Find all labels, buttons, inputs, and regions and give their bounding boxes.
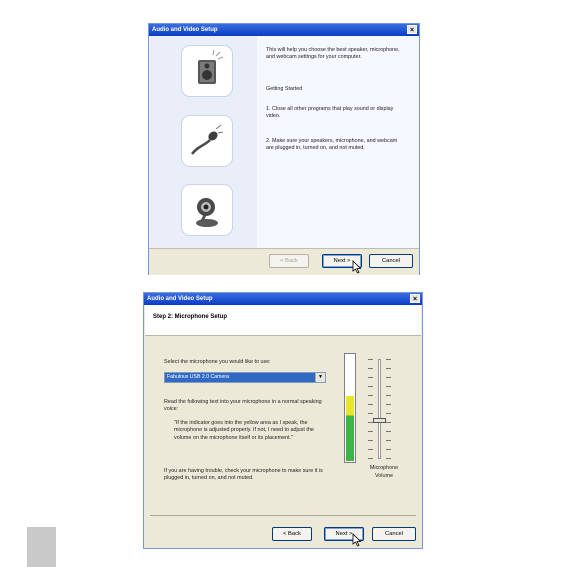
microphone-icon bbox=[182, 116, 232, 166]
welcome-dialog bbox=[148, 23, 420, 275]
mic-dialog-title: Audio and Video Setup bbox=[147, 296, 213, 302]
close-icon[interactable]: × bbox=[410, 294, 420, 303]
volume-slider[interactable] bbox=[368, 359, 392, 461]
step2-text: 2. Make sure your speakers, microphone, and webcam are plugged in, turned on, and not muted. bbox=[266, 138, 398, 152]
separator bbox=[150, 515, 416, 516]
page-marker bbox=[27, 527, 56, 567]
back-button[interactable]: < Back bbox=[272, 527, 312, 541]
trouble-text: If you are having trouble, check your microphone to make sure it is plugged in, turned on, and not muted. bbox=[164, 468, 323, 482]
volume-label-line1: Microphone bbox=[369, 465, 399, 471]
close-icon[interactable]: × bbox=[407, 25, 417, 34]
cancel-button[interactable]: Cancel bbox=[369, 254, 413, 268]
microphone-setup-dialog bbox=[143, 292, 423, 549]
intro-text: This will help you choose the best speaker, microphone, and webcam settings for your computer. bbox=[266, 47, 400, 61]
next-button[interactable]: Next > bbox=[322, 254, 362, 268]
slider-ticks bbox=[368, 359, 373, 459]
select-prompt: Select the microphone you would like to use: bbox=[164, 359, 271, 365]
slider-thumb[interactable] bbox=[373, 418, 386, 423]
cursor-icon bbox=[352, 533, 362, 547]
welcome-dialog-titlebar[interactable] bbox=[149, 24, 419, 36]
microphone-select-value: Fabulous USB 2.0 Camera bbox=[165, 373, 315, 382]
next-button[interactable]: Next > bbox=[324, 527, 364, 541]
quote-text: "If the indicator goes into the yellow area as I speak, the microphone is adjusted properly. If not, I need to adjust the volume on the microphone itself or its placement." bbox=[174, 420, 314, 441]
cancel-button[interactable]: Cancel bbox=[372, 527, 416, 541]
back-button[interactable]: < Back bbox=[269, 254, 309, 268]
speaker-icon-box bbox=[182, 46, 232, 96]
slider-ticks-right bbox=[386, 359, 391, 459]
microphone-icon-box bbox=[182, 116, 232, 166]
read-prompt: Read the following text into your microphone in a normal speaking voice: bbox=[164, 399, 322, 413]
volume-label-line2: Volume bbox=[375, 473, 393, 479]
microphone-select[interactable] bbox=[164, 372, 326, 383]
volume-level-fill bbox=[346, 396, 354, 461]
webcam-icon-box bbox=[182, 185, 232, 235]
webcam-icon bbox=[182, 185, 232, 235]
mic-dialog-titlebar[interactable] bbox=[144, 293, 422, 305]
chevron-down-icon[interactable]: ▼ bbox=[315, 373, 325, 382]
step-title: Step 2: Microphone Setup bbox=[153, 314, 228, 320]
slider-track bbox=[378, 359, 381, 459]
speaker-icon bbox=[182, 46, 232, 96]
welcome-dialog-title: Audio and Video Setup bbox=[152, 27, 218, 33]
step1-text: 1. Close all other programs that play sound or display video. bbox=[266, 106, 394, 120]
volume-level-meter bbox=[344, 353, 356, 463]
cursor-icon bbox=[352, 260, 362, 274]
step-header bbox=[145, 305, 421, 336]
getting-started-heading: Getting Started bbox=[266, 86, 303, 92]
